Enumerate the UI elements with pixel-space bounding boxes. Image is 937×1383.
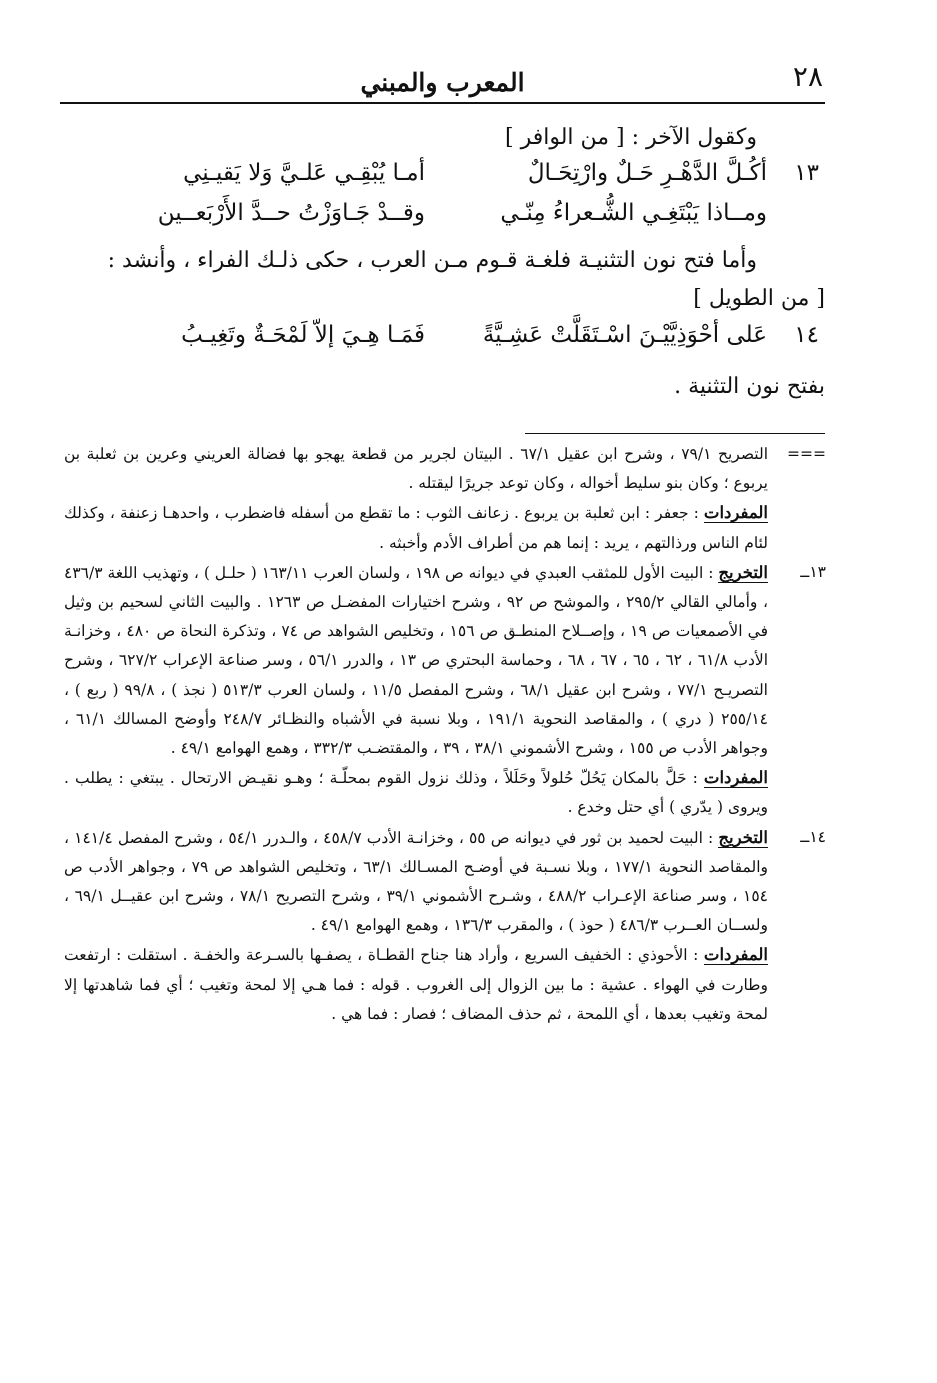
vocabulary-label: المفردات	[703, 945, 768, 965]
footnote-14	[64, 823, 826, 941]
verse-row	[60, 318, 825, 358]
footnote-divider	[525, 433, 825, 434]
verse-second-hemistich: وقــدْ جَـاوَزْتُ حــدَّ الأَرْبَعــين	[157, 200, 425, 226]
verse-first-hemistich: عَلى أحْوَذِيَّيْـنَ اسْـتَقَلَّتْ عَشِـيَّةً	[482, 322, 767, 348]
verse-number: ١٣	[794, 160, 819, 186]
sources-label: التخريج	[718, 562, 768, 582]
verse-number: ١٤	[794, 322, 819, 348]
verse-row	[60, 196, 825, 236]
footnote-vocabulary	[64, 763, 826, 822]
vocabulary-text: : الأحوذي : الخفيف السريع ، وأراد هنا جناح القطـاة ، يصفـها بالسـرعة والخفـة . استقلت : ارتفعت وطارت في الهواء . عشية : ما بين الزوال إلى الغروب . قوله : فما هـي إلا لمحة وتغيب ؛ أي فما شاهدتها إلا لمحة وتغيب بعدها ، أي اللمحة ، ثم حذف المضاف ؛ فصار : فما هي .	[64, 946, 768, 1023]
verse-first-hemistich: أكُـلَّ الدَّهْـرِ حَـلٌ وارْتِحَـالٌ	[527, 160, 767, 186]
footnote-text: : البيت الأول للمثقب العبدي في ديوانه ص ١٩٨ ، ولسان العرب ١٦٣/١١ ( حلـل ) ، وتهذيب اللغة ٤٣٦/٣ ، وأمالي القالي ٢٩٥/٢ ، والموشح ص ٩٢ ، وشرح اختيارات المفضـل ص ١٢٦٣ . والبيت الثاني لسحيم بن وثيل في الأصمعيات ص ١٩ ، وإصــلاح المنطـق ص ١٥٦ ، وتخليص الشواهد ص ٧٤ ، وتذكرة النحاة ص ٤٨٠ ، وخزانـة الأدب ٦١/٨ ، ٦٢ ، ٦٥ ، ٦٧ ، ٦٨ ، وحماسة البحتري ص ١٣ ، والدرر ٥٦/١ ، وسر صناعة الإعراب ٦٢٧/٢ ، وشرح التصريـح ٧٧/١ ، وشرح ابن عقيل ٦٨/١ ، وشرح المفصل ١١/٥ ، ولسان العرب ٥١٣/٣ ( نجذ ) ، ٩٩/٨ ( ربع ) ، ٢٥٥/١٤ ( دري ) ، والمقاصد النحوية ١٩١/١ ، وبلا نسبة في الأشباه والنظـائر ٢٤٨/٧ وأوضح المسالك ٦١/١ ، وجواهر الأدب ص ١٥٥ ، وشرح الأشموني ٣٨/١ ، ٣٩ ، والمقتضـب ٣٣٢/٣ ، وهمع الهوامع ٤٩/١ .	[64, 563, 769, 758]
footnotes	[64, 440, 826, 1029]
footnote-marker: ١٤ــ	[800, 827, 826, 846]
footnote-13	[64, 558, 826, 763]
prose-paragraph: بفتح نون التثنية .	[674, 374, 825, 399]
vocabulary-label: المفردات	[703, 768, 768, 788]
vocabulary-text: : جعفر : ابن ثعلبة بن يربوع . زعانف الثوب : ما تقطع من أسفله فاضطرب ، واحدهـا زعنفة ، وكذلك لئام الناس ورذالتهم ، يريد : إنما هم من أطراف الأدم وأخبثه .	[64, 504, 768, 552]
vocabulary-label: المفردات	[703, 503, 768, 523]
footnote-vocabulary	[64, 940, 826, 1029]
page-number: ٢٨	[792, 60, 823, 93]
footnote-continued	[64, 440, 826, 498]
footnote-marker: ١٣ــ	[800, 562, 826, 581]
footnote-marker: ===	[787, 445, 826, 463]
verse-second-hemistich: فَمَـا هِـيَ إلاّ لَمْحَـةٌ وتَغِيـبُ	[181, 322, 425, 348]
verse-second-hemistich: أمـا يُبْقِـي عَلـيَّ وَلا يَقيـنِي	[183, 160, 425, 186]
prose-paragraph: وأما فتح نون التثنيـة فلغـة قـوم مـن العرب ، حكى ذلـك الفراء ، وأنشد :	[107, 248, 757, 273]
footnote-text: : البيت لحميد بن ثور في ديوانه ص ٥٥ ، وخزانـة الأدب ٤٥٨/٧ ، والـدرر ٥٤/١ ، وشرح المفصل ١٤١/٤ ، والمقاصد النحوية ١٧٧/١ ، وبلا نسـبة في أوضـح المسـالك ٦٣/١ ، وتخليص الشواهد ص ٧٩ ، وجواهر الأدب ص ١٥٤ ، وسر صناعة الإعـراب ٤٨٨/٢ ، وشـرح الأشموني ٣٩/١ ، وشرح التصريح ٧٨/١ ، وشرح ابن عقيــل ٦٩/١ ، ولســان العــرب ٤٨٦/٣ ( حوذ ) ، والمقرب ١٣٦/٣ ، وهمع الهوامع ٤٩/١ .	[64, 828, 768, 935]
footnote-text: التصريح ٧٩/١ ، وشرح ابن عقيل ٦٧/١ . البيتان لجرير من قطعة يهجو بها فضالة العريني وعرين بن ثعلبة بن يربوع ؛ وكان بنو سليط أخواله ، وكان توعد جريرًا ليقتله .	[64, 445, 768, 493]
running-title: المعرب والمبني	[360, 68, 525, 97]
verse-first-hemistich: ومــاذا يَبْتَغِـي الشُّـعراءُ مِنّـي	[500, 200, 767, 226]
page-header	[60, 58, 825, 104]
meter-note: [ من الطويل ]	[693, 286, 825, 311]
vocabulary-text: : حَلَّ بالمكان يَحُلّ حُلولاً وحَلَلاً ، وذلك نزول القوم بمحلّـة ؛ وهـو نقيـض الارتحال . يبتغي : يطلب . ويروى ( يدّري ) أي حتل وخدع .	[64, 769, 768, 817]
sources-label: التخريج	[718, 827, 768, 847]
intro-line: وكقول الآخر : [ من الوافر ]	[505, 125, 757, 150]
footnote-vocabulary	[64, 498, 826, 557]
verse-row	[60, 156, 825, 196]
main-text	[60, 120, 825, 406]
